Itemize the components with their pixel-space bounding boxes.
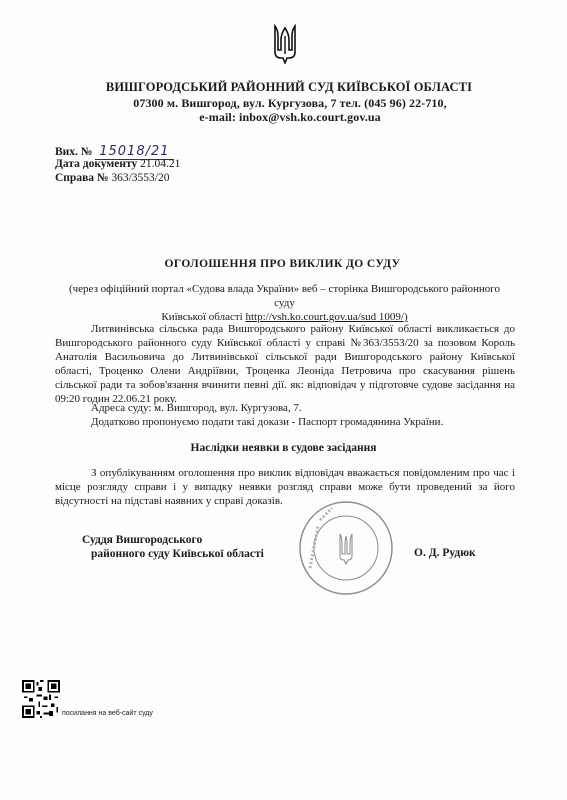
doc-date-label: Дата документу [55,158,138,170]
case-number-row [55,172,169,184]
doc-date-row [55,158,180,170]
doc-date: 21.04.21 [140,158,181,170]
notice-title: ОГОЛОШЕННЯ ПРО ВИКЛИК ДО СУДУ [164,258,401,270]
via-line-1: (через офіційний портал «Судова влада України» веб – сторінка Вишгородського районного суду [68,283,500,309]
publication-source [62,282,507,324]
qr-note: посилання на веб-сайт суду [62,710,153,717]
trident-emblem-icon [272,24,298,64]
qr-code-icon[interactable] [22,680,60,718]
additional-evidence-line: Додатково пропонуємо подати такі докази - Паспорт громадянина України. [91,416,444,428]
judge-title-line-1: Суддя Вишгородського [82,534,203,546]
case-number: 363/3553/20 [111,172,170,184]
consequences-title: Наслідки неявки в судове засідання [190,442,377,454]
judge-title-line-2: районного суду Київської області [91,548,264,560]
court-website-link[interactable]: http://vsh.ko.court.gov.ua/sud 1009/) [245,311,408,323]
via-line-2-prefix: Київської області [161,311,243,323]
outgoing-label: Вих. № [55,146,93,158]
outgoing-number: 15018/21 [95,144,173,160]
court-address: 07300 м. Вишгород, вул. Кургузова, 7 тел. (045 96) 22-710, [133,96,447,110]
outgoing-number-row [55,144,174,159]
judge-title [82,533,264,561]
court-email: e-mail: inbox@vsh.ko.court.gov.ua [199,110,381,124]
summons-paragraph: Литвинівська сільська рада Вишгородського району Київської області викликається до Вишгородського районного суду Київської області у справі №363/3553/20 за позовом Король Анатолія Васильовича до Литвинівської сільської ради Вишгородського району Київської області, Троценко Олени Андріївни, Троценка Леоніда Петровича про скасування рішень сільської ради та зобов'язання вчинити певні дії. як: відповідач у підготовче судове засідання на 09:20 годин 22.06.21 року. [55,323,515,405]
court-address-line: Адреса суду: м. Вишгород, вул. Кургузова, 7. [91,402,302,414]
consequences-paragraph: З опублікуванням оголошення про виклик відповідач вважається повідомленим про час і місце розгляду справи і у випадку неявки розгляд справи може бути проведений за його відсутності на підставі наявних у справі доказів. [55,467,515,507]
judge-name: О. Д. Рудюк [414,547,476,559]
case-label: Справа № [55,172,109,184]
court-seal-stamp [296,498,396,598]
court-name: ВИШГОРОДСЬКИЙ РАЙОННИЙ СУД КИЇВСЬКОЇ ОБЛАСТІ [105,80,473,94]
